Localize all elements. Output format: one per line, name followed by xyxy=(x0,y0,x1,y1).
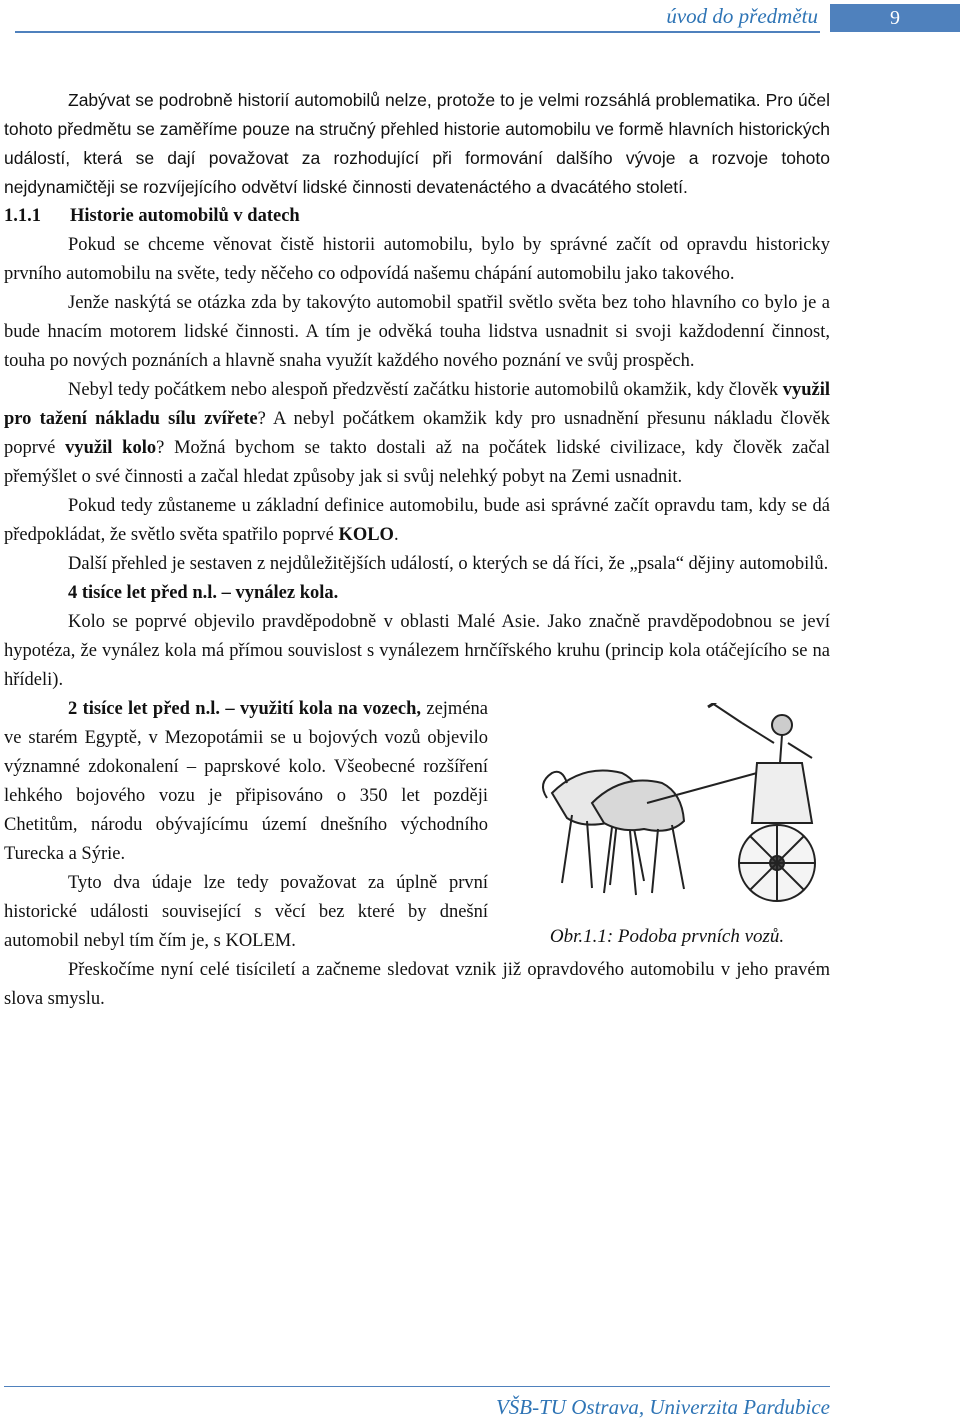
paragraph-3-bold-a: využil pro tažení nákladu sílu zvířete xyxy=(4,380,830,429)
paragraph-3 xyxy=(4,376,830,492)
header-rule xyxy=(15,31,820,33)
intro-paragraph: Zabývat se podrobně historií automobilů nelze, protože to je velmi rozsáhlá problematika. Pro účel tohoto předmětu se zaměříme pouze na stručný přehled historie automobilu ve formě hlavních historických událostí, která se dají považovat za rozhodující při formování dalšího vývoje a rozvoje tohoto nejdynamičtěji se rozvíjejícího odvětví lidské činnosti devatenáctého a dvacátého století. xyxy=(4,90,830,197)
paragraph-3-text-c: ? Možná bychom se takto dostali až na počátek lidské civilizace, kdy člověk začal přemýšlet o své činnosti a začal hledat způsoby jak si svůj nelehký pobyt na Zemi usnadnit. xyxy=(4,438,830,487)
paragraph-3-bold-b: využil kolo xyxy=(65,438,157,458)
event-2-title: 2 tisíce let před n.l. – využití kola na vozech, xyxy=(68,699,421,719)
paragraph-6: Tyto dva údaje lze tedy považovat za úplně první historické události související s věcí bez které by dnešní automobil nebyl tím čím je, s KOLEM. xyxy=(4,873,488,951)
section-heading xyxy=(4,202,830,231)
figure-caption: Obr.1.1: Podoba prvních vozů. xyxy=(549,926,785,947)
event-1-text xyxy=(4,608,830,695)
event-1-body: Kolo se poprvé objevilo pravděpodobně v oblasti Malé Asie. Jako značně pravděpodobnou se jeví hypotéza, že vynález kola má přímou souvislost s vynálezem hrnčířského kruhu (princip kola otáčejícího se na hřídeli). xyxy=(4,612,830,690)
paragraph-4 xyxy=(4,492,830,550)
paragraph-2: Jenže naskýtá se otázka zda by takovýto automobil spatřil světlo světa bez toho hlavního co bylo je a bude hnacím motorem lidské činnosti. A tím je odvěká touha lidstva usnadnit si svoji každodenní činnost, touha po nových poznáních a hlavně snaha využít každého nového poznání ve svůj prospěch. xyxy=(4,293,830,371)
paragraph-1: Pokud se chceme věnovat čistě historii automobilu, bylo by správné začít od opravdu historicky prvního automobilu na světe, tedy něčeho co odpovídá našemu chápání automobilu jako takového. xyxy=(4,235,830,284)
page-number: 9 xyxy=(830,4,960,32)
event-1-title xyxy=(4,579,830,608)
chariot-illustration xyxy=(512,703,822,923)
footer-text: VŠB-TU Ostrava, Univerzita Pardubice xyxy=(495,1395,830,1419)
footer-rule xyxy=(4,1386,830,1387)
paragraph-5: Další přehled je sestaven z nejdůležitějších událostí, o kterých se dá říci, že „psala“ dějiny automobilů. xyxy=(68,554,829,574)
paragraph-4-text-a: Pokud tedy zůstaneme u základní definice automobilu, bude asi správné začít opravdu tam, kdy se dá předpokládat, že světlo světa spatřilo poprvé xyxy=(4,496,830,545)
document-body xyxy=(4,86,830,1014)
event-1-title-text: 4 tisíce let před n.l. – vynález kola. xyxy=(68,583,339,603)
chariot-figure xyxy=(504,703,830,949)
header-title: úvod do předmětu xyxy=(666,4,818,28)
paragraph-7: Přeskočíme nyní celé tisíciletí a začneme sledovat vznik již opravdového automobilu v jeho pravém slova smyslu. xyxy=(4,960,830,1009)
section-title: Historie automobilů v datech xyxy=(70,206,300,226)
page-header xyxy=(0,0,960,40)
paragraph-4-bold: KOLO xyxy=(338,525,394,545)
paragraph-3-text-a: Nebyl tedy počátkem nebo alespoň předzvěstí začátku historie automobilů okamžik, kdy člověk xyxy=(68,380,783,400)
section-number: 1.1.1 xyxy=(4,206,41,226)
paragraph-4-text-b: . xyxy=(393,525,399,545)
event-2-body: zejména ve starém Egyptě, v Mezopotámii se u bojových vozů objevilo významné zdokonalení – paprskové kolo. Všeobecné rozšíření lehkého bojového vozu je připisováno o 350 let později Chetitům, národu obývajícímu území dnešního východního Turecka a Sýrie. xyxy=(4,699,488,864)
paragraph-3-text-b: ? A nebyl počátkem okamžik kdy pro usnadnění přesunu nákladu člověk poprvé xyxy=(4,409,830,458)
